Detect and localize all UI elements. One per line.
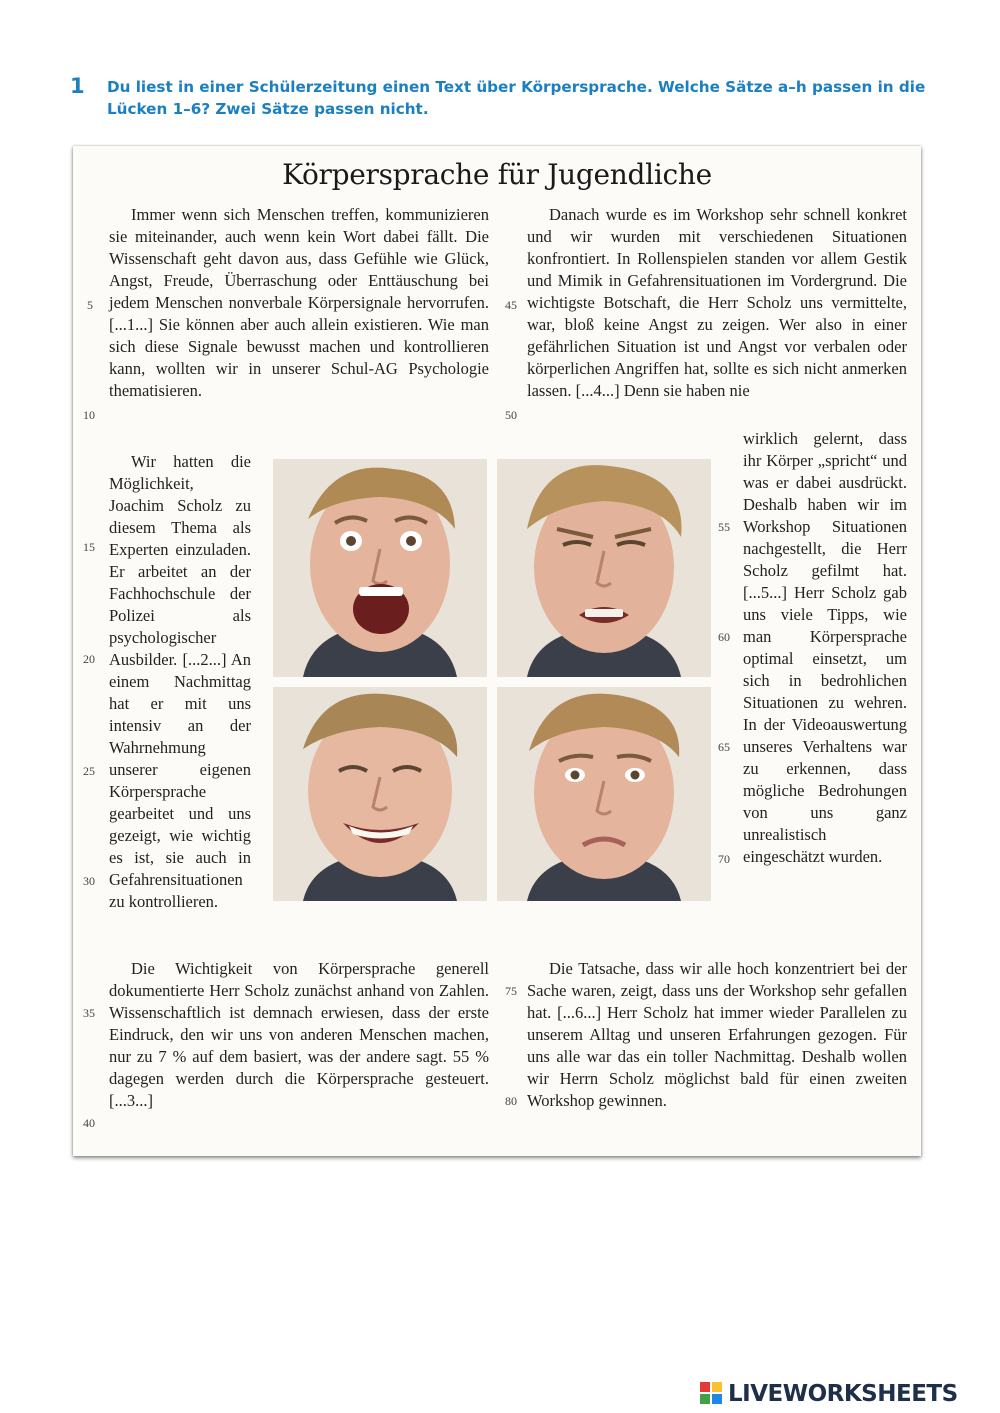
line-number: 15: [83, 540, 95, 554]
paragraph-conclusion: Die Tatsache, dass wir alle hoch konzentriert bei der Sache waren, zeigt, dass uns der Workshop sehr gefallen hat. [...6...] Herr Scholz hat immer wieder Parallelen zu unserem Alltag und unseren Erfahrungen gezogen. Für uns alle war das ein toller Nachmittag. Deshalb wollen wir Herrn Scholz möglichst bald für einen zweiten Workshop gewinnen.: [527, 959, 907, 1110]
paragraph-expert: Wir hatten die Möglichkeit, Joachim Scholz zu diesem Thema als Experten einzuladen. Er arbeitet an der Fachhochschule der Polizei als psychologischer Ausbilder. [...2...] An einem Nachmittag hat er mit uns intensiv an der Wahrnehmung unserer eigenen Körpersprache gearbeitet und uns gezeigt, wie wichtig es ist, sie auch in Gefahrensituationen zu kontrollieren.: [109, 452, 251, 911]
logo-square-red: [700, 1382, 710, 1392]
paragraph-workshop: Danach wurde es im Workshop sehr schnell konkret und wir wurden mit verschiedenen Situationen konfrontiert. In Rollenspielen standen vor allem Gestik und Mimik in Gefahrensituationen im Vordergrund. Die wichtigste Botschaft, die Herr Scholz uns vermittelte, war, bloß keine Angst zu zeigen. Wer also in einer gefährlichen Situation ist und Angst vor verbalen oder körperlichen Angriffen hat, sollte es sich nicht anmerken lassen. [...4...] Denn sie haben nie: [527, 205, 907, 400]
logo-square-yellow: [712, 1382, 722, 1392]
line-number: 5: [87, 298, 93, 312]
photo-happy-face: [273, 687, 487, 901]
line-number: 30: [83, 874, 95, 888]
line-number: 70: [718, 852, 730, 866]
paragraph-intro: Immer wenn sich Menschen treffen, kommunizieren sie miteinander, auch wenn kein Wort dabei fällt. Die Wissenschaft geht davon aus, dass Gefühle wie Glück, Angst, Freude, Überraschung oder Enttäuschung bei jedem Menschen nonverbale Körpersignale hervorrufen. [...1...] Sie können aber auch allein existieren. Wie man sich diese Signale bewusst machen und kontrollieren kann, wollten wir in unserer Schul-AG Psychologie thematisieren.: [109, 205, 489, 400]
line-number: 80: [505, 1094, 517, 1108]
line-number: 60: [718, 630, 730, 644]
logo-square-blue: [712, 1394, 722, 1404]
logo-squares-icon: [700, 1382, 724, 1406]
liveworksheets-logo: [700, 1381, 958, 1407]
line-number: 10: [83, 408, 95, 422]
paragraph-video: wirklich gelernt, dass ihr Körper „spricht“ und was er dabei ausdrückt. Deshalb haben wir im Workshop Situationen nachgestellt, die Herr Scholz gefilmt hat. [...5...] Herr Scholz gab uns viele Tipps, wie man Körpersprache optimal einsetzt, um sich in bedrohlichen Situationen zu wehren. In der Videoauswertung unseres Verhaltens war zu erkennen, dass mögliche Bedrohungen von uns ganz unrealistisch eingeschätzt wurden.: [743, 429, 907, 866]
logo-square-green: [700, 1394, 710, 1404]
article-card: [73, 146, 921, 1156]
article-title: Körpersprache für Jugendliche: [282, 158, 712, 191]
line-number: 20: [83, 652, 95, 666]
line-number: 35: [83, 1006, 95, 1020]
line-number: 55: [718, 520, 730, 534]
task-instruction: Du liest in einer Schülerzeitung einen Text über Körpersprache. Welche Sätze a–h passen in die Lücken 1–6? Zwei Sätze passen nicht.: [107, 78, 926, 118]
line-number: 25: [83, 764, 95, 778]
line-number: 75: [505, 984, 517, 998]
photo-surprised-face: [273, 459, 487, 677]
line-number: 50: [505, 408, 517, 422]
photo-sad-face: [497, 687, 711, 901]
line-number: 40: [83, 1116, 95, 1130]
photo-disgusted-face: [497, 459, 711, 677]
line-number: 65: [718, 740, 730, 754]
logo-text: LIVEWORKSHEETS: [728, 1381, 958, 1407]
paragraph-numbers: Die Wichtigkeit von Körpersprache generell dokumentierte Herr Scholz zunächst anhand von Zahlen. Wissenschaftlich ist demnach erwiesen, dass der erste Eindruck, den wir uns von anderen Menschen machen, nur zu 7 % auf dem basiert, was der andere sagt. 55 % dagegen werden durch die Körpersprache gesteuert. [...3...]: [109, 959, 489, 1110]
line-number: 45: [505, 298, 517, 312]
task-number: 1: [70, 74, 85, 98]
